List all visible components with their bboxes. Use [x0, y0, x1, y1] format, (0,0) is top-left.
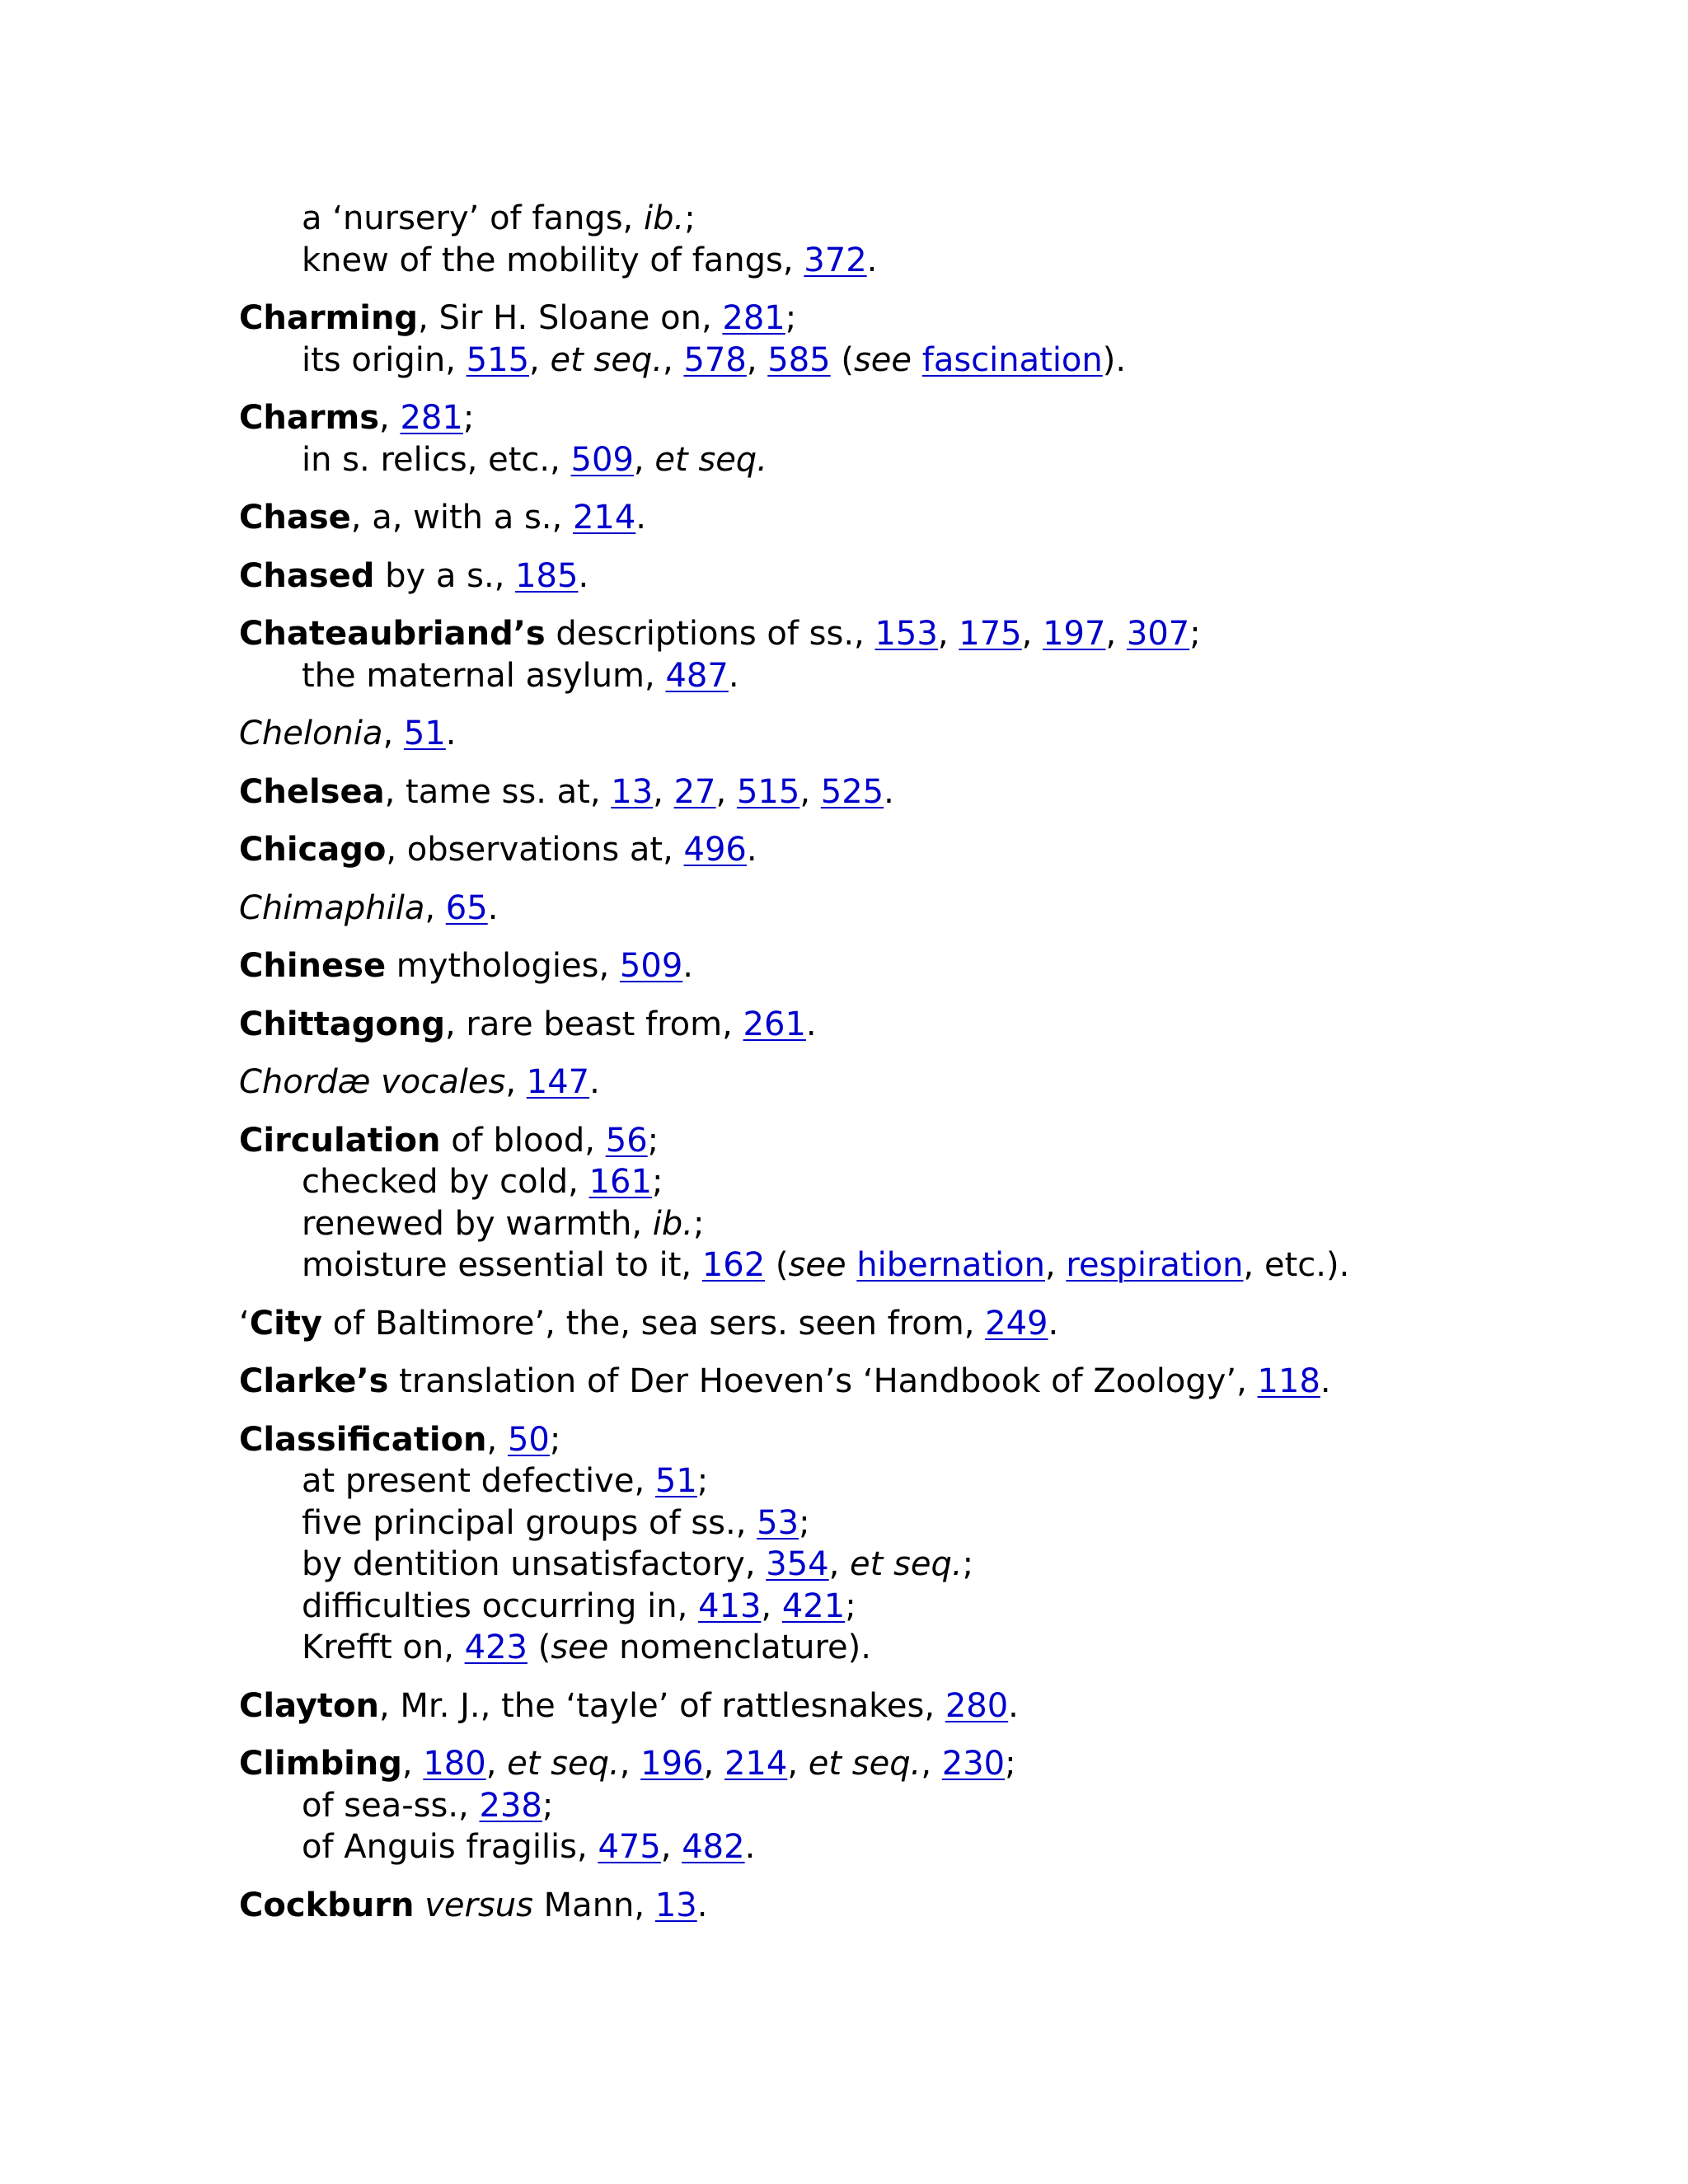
index-headword: Climbing: [239, 1745, 402, 1783]
index-text: difficulties occurring in,: [302, 1586, 699, 1625]
page-reference-link[interactable]: 214: [572, 499, 636, 537]
page-reference-link[interactable]: 13: [611, 772, 654, 811]
page-reference-link[interactable]: hibernation: [856, 1246, 1045, 1284]
index-subentry-line: [239, 1244, 1640, 1286]
index-heading-line: [239, 1062, 1640, 1104]
index-heading-line: [239, 1361, 1640, 1403]
page-reference-link[interactable]: 280: [945, 1686, 1009, 1725]
page-reference-link[interactable]: 413: [698, 1586, 762, 1625]
index-text: ;: [785, 299, 797, 337]
page-reference-link[interactable]: 525: [820, 772, 884, 811]
page-reference-link[interactable]: 307: [1126, 615, 1190, 653]
page-reference-link[interactable]: fascination: [921, 340, 1103, 379]
index-text: ,: [761, 1586, 782, 1625]
index-entry: [239, 1004, 1640, 1046]
index-heading-line: [239, 1419, 1640, 1461]
index-text: Mann,: [532, 1886, 655, 1924]
index-text: ,: [529, 340, 551, 379]
index-heading-line: [239, 613, 1640, 655]
index-entry: [239, 1120, 1640, 1286]
page-reference-link[interactable]: respiration: [1066, 1246, 1244, 1284]
index-entry: [239, 1419, 1640, 1669]
index-text: ,: [660, 1828, 682, 1866]
index-headword: Chicago: [239, 831, 387, 869]
index-heading-line: [239, 497, 1640, 539]
page-reference-link[interactable]: 509: [619, 947, 683, 985]
page-reference-link[interactable]: 509: [570, 440, 634, 479]
index-heading-line: [239, 1120, 1640, 1162]
index-text: ;: [1189, 615, 1201, 653]
page-reference-link[interactable]: 354: [766, 1545, 829, 1583]
index-entry: [239, 555, 1640, 598]
index-text: , tame ss. at,: [384, 772, 612, 811]
page-reference-link[interactable]: 153: [874, 615, 938, 653]
index-headword: Classification: [239, 1420, 487, 1459]
index-text: .: [696, 1886, 708, 1924]
index-text: nomenclature).: [608, 1629, 871, 1666]
page-reference-link[interactable]: 585: [767, 340, 831, 379]
page-reference-link[interactable]: 53: [757, 1503, 799, 1542]
index-text: ;: [462, 399, 475, 437]
index-text: of sea-ss.,: [302, 1786, 480, 1825]
index-subentry-line: [239, 1586, 1640, 1628]
page-reference-link[interactable]: 230: [941, 1745, 1006, 1783]
index-text: (: [765, 1246, 789, 1284]
index-page: [239, 198, 1640, 1943]
index-text: , observations at,: [386, 831, 684, 869]
index-heading-line: [239, 298, 1640, 340]
index-entry: [239, 829, 1640, 871]
italic-text: et seq.: [850, 1545, 963, 1583]
index-subentry-line: [239, 1627, 1640, 1669]
index-text: ,: [799, 772, 821, 811]
page-reference-link[interactable]: 161: [588, 1163, 652, 1201]
index-text: ,: [1021, 615, 1043, 653]
index-text: ;: [799, 1503, 810, 1542]
index-heading-line: [239, 1743, 1640, 1785]
page-reference-link[interactable]: 51: [403, 715, 446, 752]
page-reference-link[interactable]: 65: [445, 888, 488, 927]
index-text: .: [445, 715, 457, 752]
italic-text: Chimaphila: [239, 888, 425, 927]
index-headword: Chateaubriand’s: [239, 615, 546, 653]
index-subentry-line: [239, 439, 1640, 481]
index-text: [912, 341, 922, 379]
index-text: ,: [828, 1545, 851, 1583]
index-text: ,: [663, 340, 684, 379]
page-reference-link[interactable]: 238: [479, 1786, 542, 1825]
index-text: ;: [647, 1121, 659, 1160]
page-reference-link[interactable]: 281: [722, 299, 785, 337]
index-text: ;: [684, 199, 696, 237]
index-text: .: [866, 241, 878, 279]
index-headword: Circulation: [239, 1121, 441, 1160]
index-text: ,: [379, 399, 401, 437]
page-reference-link[interactable]: 487: [665, 656, 729, 695]
index-entry: [239, 1685, 1640, 1727]
index-text: .: [635, 499, 647, 537]
index-text: ,: [486, 1420, 508, 1459]
index-text: by dentition unsatisfactory,: [302, 1545, 767, 1583]
index-text: (: [527, 1629, 551, 1666]
index-heading-line: [239, 555, 1640, 598]
index-entry: [239, 497, 1640, 539]
index-subentry-line: [239, 1460, 1640, 1502]
page-reference-link[interactable]: 180: [423, 1745, 486, 1783]
index-heading-line: [239, 1004, 1640, 1046]
page-reference-link[interactable]: 281: [400, 399, 463, 437]
index-text: renewed by warmth,: [302, 1204, 653, 1243]
italic-text: ib.: [643, 199, 685, 237]
italic-text: et seq.: [550, 340, 663, 379]
page-reference-link[interactable]: 372: [804, 241, 867, 279]
index-text: .: [578, 556, 589, 595]
index-text: ;: [1005, 1745, 1016, 1783]
index-text: ‘: [239, 1304, 250, 1343]
index-text: .: [805, 1005, 817, 1043]
index-text: ,: [921, 1745, 942, 1783]
index-text: translation of Der Hoeven’s ‘Handbook of Zoology’,: [388, 1362, 1258, 1400]
index-entry: [239, 1743, 1640, 1868]
index-subentry-line: [239, 198, 1640, 240]
index-text: .: [589, 1063, 600, 1101]
index-text: ,: [382, 715, 404, 752]
page-reference-link[interactable]: 51: [654, 1462, 697, 1500]
page-reference-link[interactable]: 578: [683, 340, 747, 379]
italic-text: ib.: [652, 1204, 693, 1243]
index-subentry-line: [239, 1785, 1640, 1827]
index-text: ;: [696, 1462, 709, 1500]
index-text: ,: [505, 1063, 527, 1101]
index-heading-line: [239, 888, 1640, 930]
italic-text: versus: [424, 1886, 533, 1924]
page-reference-link[interactable]: 261: [743, 1005, 806, 1043]
index-heading-line: [239, 829, 1640, 871]
index-text: ,: [619, 1745, 641, 1783]
index-entry: [239, 397, 1640, 480]
index-subentry-line: [239, 340, 1640, 382]
index-text: , Mr. J., the ‘tayle’ of rattlesnakes,: [378, 1686, 945, 1725]
index-text: the maternal asylum,: [302, 656, 666, 695]
index-text: .: [487, 888, 499, 927]
index-headword: Charms: [239, 399, 380, 437]
index-text: in s. relics, etc.,: [302, 440, 571, 479]
italic-text: et seq.: [507, 1745, 620, 1783]
index-text: ;: [692, 1204, 705, 1243]
index-entry: [239, 1885, 1640, 1927]
index-text: ,: [746, 340, 768, 379]
page-reference-link[interactable]: 50: [507, 1420, 550, 1459]
index-text: of Anguis fragilis,: [302, 1828, 598, 1866]
index-text: ,: [1105, 615, 1127, 653]
index-entry: [239, 613, 1640, 696]
index-text: .: [1048, 1304, 1059, 1343]
index-text: .: [746, 831, 757, 869]
index-text: .: [728, 656, 739, 695]
page-reference-link[interactable]: 197: [1043, 615, 1106, 653]
index-text: checked by cold,: [302, 1163, 589, 1201]
index-heading-line: [239, 945, 1640, 987]
page-reference-link[interactable]: 175: [959, 615, 1022, 653]
page-reference-link[interactable]: 185: [515, 556, 579, 595]
index-entry: [239, 1062, 1640, 1104]
index-text: its origin,: [302, 340, 467, 379]
index-text: ,: [401, 1745, 424, 1783]
page-reference-link[interactable]: 147: [526, 1063, 590, 1101]
index-entry: [239, 945, 1640, 987]
index-text: [846, 1246, 857, 1284]
index-text: descriptions of ss.,: [545, 615, 875, 653]
index-entry: [239, 888, 1640, 930]
page-reference-link[interactable]: 13: [654, 1886, 697, 1924]
index-text: at present defective,: [302, 1462, 655, 1500]
index-heading-line: [239, 771, 1640, 813]
italic-text: Chordæ vocales: [239, 1063, 506, 1101]
index-headword: Clayton: [239, 1686, 379, 1725]
index-subentry-line: [239, 1826, 1640, 1868]
index-headword: Chelsea: [239, 772, 385, 811]
page-reference-link[interactable]: 214: [724, 1745, 788, 1783]
index-text: ,: [715, 772, 737, 811]
index-text: .: [682, 947, 693, 985]
index-entry: [239, 198, 1640, 281]
page-reference-link[interactable]: 56: [605, 1121, 648, 1160]
page-reference-link[interactable]: 27: [673, 772, 716, 811]
page-reference-link[interactable]: 162: [701, 1246, 766, 1284]
page-reference-link[interactable]: 515: [466, 340, 530, 379]
index-subentry-line: [239, 1544, 1640, 1586]
index-headword: Cockburn: [239, 1886, 415, 1924]
italic-text: et seq.: [654, 440, 767, 479]
page-reference-link[interactable]: 118: [1257, 1362, 1320, 1400]
index-text: ,: [424, 888, 446, 927]
index-headword: Chinese: [239, 947, 387, 985]
index-text: , a, with a s.,: [350, 499, 573, 537]
index-text: ;: [845, 1586, 856, 1625]
index-heading-line: [239, 397, 1640, 439]
page-reference-link[interactable]: 249: [985, 1304, 1048, 1343]
index-text: ).: [1102, 340, 1127, 379]
index-headword: Chased: [239, 556, 375, 595]
index-text: a ‘nursery’ of fangs,: [302, 199, 644, 237]
page-reference-link[interactable]: 475: [598, 1828, 661, 1866]
index-text: ,: [485, 1745, 508, 1783]
index-text: five principal groups of ss.,: [302, 1503, 757, 1542]
index-headword: Chase: [239, 499, 351, 537]
index-headword: Charming: [239, 299, 419, 337]
index-text: by a s.,: [374, 556, 516, 595]
index-subentry-line: [239, 1203, 1640, 1245]
index-text: (: [830, 340, 854, 379]
index-entry: [239, 1303, 1640, 1345]
index-text: ,: [633, 440, 655, 479]
italic-text: see: [853, 340, 912, 379]
index-text: ,: [1044, 1246, 1067, 1284]
index-text: mythologies,: [386, 947, 620, 985]
page-reference-link[interactable]: 496: [683, 831, 747, 869]
index-heading-line: [239, 1685, 1640, 1727]
index-text: knew of the mobility of fangs,: [302, 241, 804, 279]
index-text: of Baltimore’, the, sea sers. seen from,: [321, 1304, 986, 1343]
italic-text: see: [788, 1246, 846, 1284]
index-text: ;: [549, 1420, 561, 1459]
index-text: .: [1320, 1362, 1331, 1400]
index-text: [414, 1886, 424, 1924]
index-text: ;: [962, 1545, 974, 1583]
index-text: ,: [787, 1745, 809, 1783]
index-entry: [239, 771, 1640, 813]
page-reference-link[interactable]: 515: [736, 772, 800, 811]
index-subentry-line: [239, 240, 1640, 282]
index-text: ,: [653, 772, 674, 811]
index-text: .: [744, 1828, 756, 1866]
index-text: Krefft on,: [302, 1629, 465, 1666]
index-heading-line: [239, 713, 1640, 755]
page-reference-link[interactable]: 196: [640, 1745, 704, 1783]
index-text: .: [884, 772, 894, 811]
page-reference-link[interactable]: 423: [464, 1629, 528, 1666]
italic-text: Chelonia: [239, 715, 383, 752]
index-text: .: [1008, 1686, 1019, 1725]
page-reference-link[interactable]: 482: [682, 1828, 745, 1866]
index-heading-line: [239, 1885, 1640, 1927]
index-text: moisture essential to it,: [302, 1246, 702, 1284]
index-text: ,: [703, 1745, 724, 1783]
index-entry: [239, 298, 1640, 381]
index-entry: [239, 713, 1640, 755]
italic-text: et seq.: [808, 1745, 921, 1783]
index-entry: [239, 1361, 1640, 1403]
index-headword: Clarke’s: [239, 1362, 389, 1400]
index-headword: City: [249, 1304, 322, 1343]
index-subentry-line: [239, 1161, 1640, 1203]
page-reference-link[interactable]: 421: [781, 1586, 846, 1625]
index-headword: Chittagong: [239, 1005, 445, 1043]
italic-text: see: [551, 1629, 609, 1666]
index-text: ,: [937, 615, 959, 653]
index-text: ;: [542, 1786, 554, 1825]
index-subentry-line: [239, 1502, 1640, 1544]
index-text: of blood,: [440, 1121, 606, 1160]
index-text: , Sir H. Sloane on,: [418, 299, 723, 337]
index-text: , etc.).: [1243, 1246, 1350, 1284]
index-subentry-line: [239, 655, 1640, 697]
index-text: ;: [651, 1163, 663, 1201]
index-text: , rare beast from,: [445, 1005, 743, 1043]
index-heading-line: [239, 1303, 1640, 1345]
